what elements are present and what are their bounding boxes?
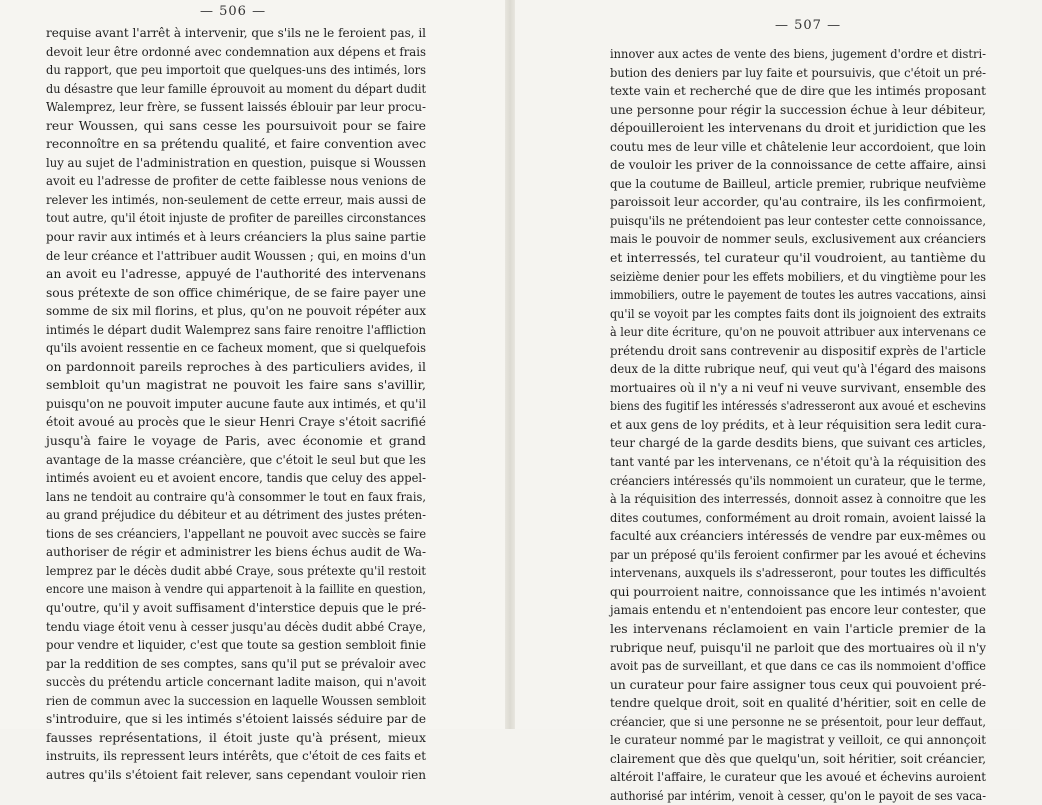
text-line: étoit avoué au procès que le sieur Henri Craye s'étoit sacrifié: [46, 414, 426, 430]
text-line: dépouilleroient les intervenans du droit et juridiction que les: [610, 120, 986, 136]
text-line: Walemprez, leur frère, se fussent laissés éblouir par leur procu-: [46, 99, 426, 115]
text-line: rien de commun avec la succession en laquelle Woussen sembloit: [46, 692, 427, 708]
text-line: tant vanté par les intervenans, ce n'étoit qu'à la réquisition des: [610, 454, 986, 470]
text-line: autres qu'ils s'étoient fait relever, sans cependant vouloir rien: [46, 766, 427, 782]
text-line: deux de la ditte rubrique neuf, qui veut qu'à l'égard des maisons: [610, 361, 987, 377]
page-number-right: — 507 —: [775, 18, 842, 33]
text-line: et interressés, tel curateur qu'il voudroient, au tantième du: [610, 250, 987, 266]
text-line: authoriser de régir et administrer les biens échus audit de Wa-: [46, 544, 426, 560]
text-line: le curateur nommé par le magistrat y veilloit, ce qui annonçoit: [610, 732, 987, 748]
text-line: pour ravir aux intimés et à leurs créanciers la plus saine partie: [46, 229, 427, 245]
text-line: tions de ses créanciers, l'appellant ne pouvoit avec succès se faire: [46, 525, 427, 541]
text-line: qu'ils avoient ressentie en ce facheux moment, que si quelquefois: [46, 340, 426, 356]
text-line: une personne pour régir la succession échue à leur débiteur,: [610, 101, 986, 117]
text-line: puisqu'on ne pouvoit imputer aucune faute aux intimés, et qu'il: [46, 395, 426, 411]
text-line: avoit pas de surveillant, et que dans ce cas ils nommoient d'office: [610, 658, 987, 674]
text-line: avantage de la masse créancière, que c'étoit le seul but que les: [46, 451, 426, 467]
right-page: [515, 0, 1020, 803]
text-line: relever les intimés, non-seulement de cette erreur, mais aussi de: [46, 191, 427, 207]
text-line: dites coutumes, conformément au droit romain, avoient laissé la: [610, 509, 986, 525]
page-gutter: [505, 0, 515, 729]
text-line: tendre quelque droit, soit en qualité d'héritier, soit en celle de: [610, 695, 987, 711]
text-line: prétendu droit sans contrevenir au dispositif exprès de l'article: [610, 342, 986, 358]
text-line: s'introduire, que si les intimés s'étoient laissés séduire par de: [46, 711, 426, 727]
text-line: an avoit eu l'adresse, appuyé de l'authorité des intervenans: [46, 266, 426, 282]
text-line: créanciers intéressés qu'ils nommoient un curateur, que le terme,: [610, 472, 986, 488]
text-line: teur chargé de la garde desdits biens, que suivant ces articles,: [610, 435, 987, 451]
text-line: sembloit qu'un magistrat ne pouvoit les faire sans s'avillir,: [46, 377, 426, 393]
text-line: au grand préjudice du débiteur et au détriment des justes préten-: [46, 507, 426, 523]
text-line: coutu mes de leur ville et châtelenie leur accordoient, que loin: [610, 138, 986, 154]
text-line: instruits, ils repressent leurs intérêts, que c'étoit de ces faits et: [46, 748, 426, 764]
text-line: innover aux actes de vente des biens, jugement d'ordre et distri-: [610, 46, 987, 61]
text-line: biens des fugitif les intéressés s'adresseront aux avoué et eschevins: [610, 398, 987, 414]
text-line: fausses représentations, il étoit juste qu'à présent, mieux: [46, 729, 426, 745]
left-page-text: [46, 24, 426, 784]
text-line: jusqu'à faire le voyage de Paris, avec économie et grand: [46, 433, 426, 449]
text-line: jamais entendu et n'entendoient pas encore leur contester, que: [610, 602, 986, 618]
text-line: lans ne tendoit au contraire qu'à consommer le tout en faux frais,: [46, 488, 426, 504]
text-line: reconnoître en sa prétendu qualité, et faire convention avec: [46, 136, 427, 152]
text-line: reur Woussen, qui sans cesse les poursuivoit pour se faire: [46, 117, 426, 133]
text-line: altéroit l'affaire, le curateur que les avoué et échevins auroient: [610, 769, 986, 785]
text-line: rubrique neuf, puisqu'il ne parloit que des mortuaires où il n'y: [610, 639, 986, 655]
text-line: qu'outre, qu'il y avoit suffisament d'interstice depuis que le pré-: [46, 599, 427, 615]
text-line: faculté aux créanciers intéressés de vendre par eux-mêmes ou: [610, 528, 987, 544]
text-line: sous prétexte de son office chimérique, de se faire payer une: [46, 284, 426, 300]
text-line: succès du prétendu article concernant ladite maison, qui n'avoit: [46, 674, 427, 690]
text-line: de leur créance et l'attribuer audit Woussen ; qui, en moins d'un: [46, 247, 427, 263]
text-line: texte vain et recherché que de dire que les intimés proposant: [610, 83, 986, 99]
text-line: puisqu'ils ne prétendoient pas leur contester cette connoissance,: [610, 212, 986, 228]
text-line: lemprez par le décès dudit abbé Craye, sous prétexte qu'il restoit: [46, 562, 426, 578]
text-line: qui pourroient naitre, connoissance que les intimés n'avoient: [610, 583, 987, 599]
text-line: clairement que dès que quelqu'un, soit héritier, soit créancier,: [610, 750, 987, 766]
text-line: intervenans, auxquels ils s'adresseront, pour toutes les difficultés: [610, 565, 986, 581]
text-line: tout autre, qu'il étoit injuste de profiter de pareilles circonstances: [46, 210, 426, 226]
text-line: qu'il se voyoit par les comptes faits dont ils joignoient des extraits: [610, 305, 986, 321]
text-line: créancier, que si une personne ne se présentoit, pour leur deffaut,: [610, 713, 986, 729]
right-page-text: [610, 45, 986, 805]
text-line: tendu viage étoit venu à cesser jusqu'au décès dudit abbé Craye,: [46, 618, 427, 634]
text-line: intimés le départ dudit Walemprez sans faire renoitre l'affliction: [46, 321, 427, 337]
text-line: authorisé par intérim, venoit à cesser, qu'on le payoit de ses vaca-: [610, 787, 986, 803]
text-line: mortuaires où il n'y a ni veuf ni veuve survivant, ensemble des: [610, 379, 987, 395]
text-line: encore une maison à vendre qui appartenoit à la faillite en question,: [46, 581, 426, 597]
text-line: on pardonnoit pareils reproches à des particuliers avides, il: [46, 358, 426, 374]
text-line: pour vendre et liquider, c'est que toute sa gestion sembloit finie: [46, 637, 427, 653]
text-line: que la coutume de Bailleul, article premier, rubrique neufvième: [610, 175, 987, 191]
text-line: les intervenans réclamoient en vain l'article premier de la: [610, 620, 987, 636]
text-line: mais le pouvoir de nommer seuls, exclusivement aux créanciers: [610, 231, 987, 247]
text-line: bution des deniers par luy faite et poursuivis, que c'étoit un pré-: [610, 64, 987, 80]
text-line: du désastre que leur famille éprouvoit au moment du départ dudit: [46, 80, 427, 96]
text-line: avoit eu l'adresse de profiter de cette faiblesse nous venions de: [46, 173, 426, 189]
page-number-left: — 506 —: [200, 4, 267, 19]
text-line: somme de six mil florins, et plus, qu'on ne pouvoit répéter aux: [46, 303, 427, 319]
left-page: [0, 0, 505, 782]
text-line: requise avant l'arrêt à intervenir, que s'ils ne le feroient pas, il: [46, 25, 427, 40]
text-line: immobiliers, outre le payement de toutes les autres vaccations, ainsi: [610, 287, 986, 303]
text-line: par un préposé qu'ils feroient confirmer par les avoué et échevins: [610, 546, 986, 562]
text-line: seizième denier pour les effets mobiliers, et du vingtième pour les: [610, 268, 986, 284]
text-line: de vouloir les priver de la connoissance de cette affaire, ainsi: [610, 157, 986, 173]
text-line: paroissoit leur accorder, qu'au contraire, ils les confirmoient,: [610, 194, 986, 210]
text-line: devoit leur être ordonné avec condemnation aux dépens et frais: [46, 43, 427, 59]
text-line: et aux gens de loy prédits, et à leur réquisition sera ledit cura-: [610, 416, 986, 432]
text-line: luy au sujet de l'administration en question, puisque si Woussen: [46, 154, 426, 170]
text-line: par la reddition de ses comptes, sans qu'il put se prévaloir avec: [46, 655, 426, 671]
text-line: à la réquisition des interressés, donnoit assez à connoitre que les: [610, 491, 987, 507]
text-line: du rapport, que peu importoit que quelques-uns des intimés, lors: [46, 62, 427, 78]
text-line: intimés avoient eu et avoient encore, tandis que celuy des appel-: [46, 470, 427, 486]
text-line: un curateur pour faire assigner tous ceux qui pouvoient pré-: [610, 676, 986, 692]
text-line: à leur dite écriture, qu'on ne pouvoit attribuer aux intervenans ce: [610, 324, 986, 340]
